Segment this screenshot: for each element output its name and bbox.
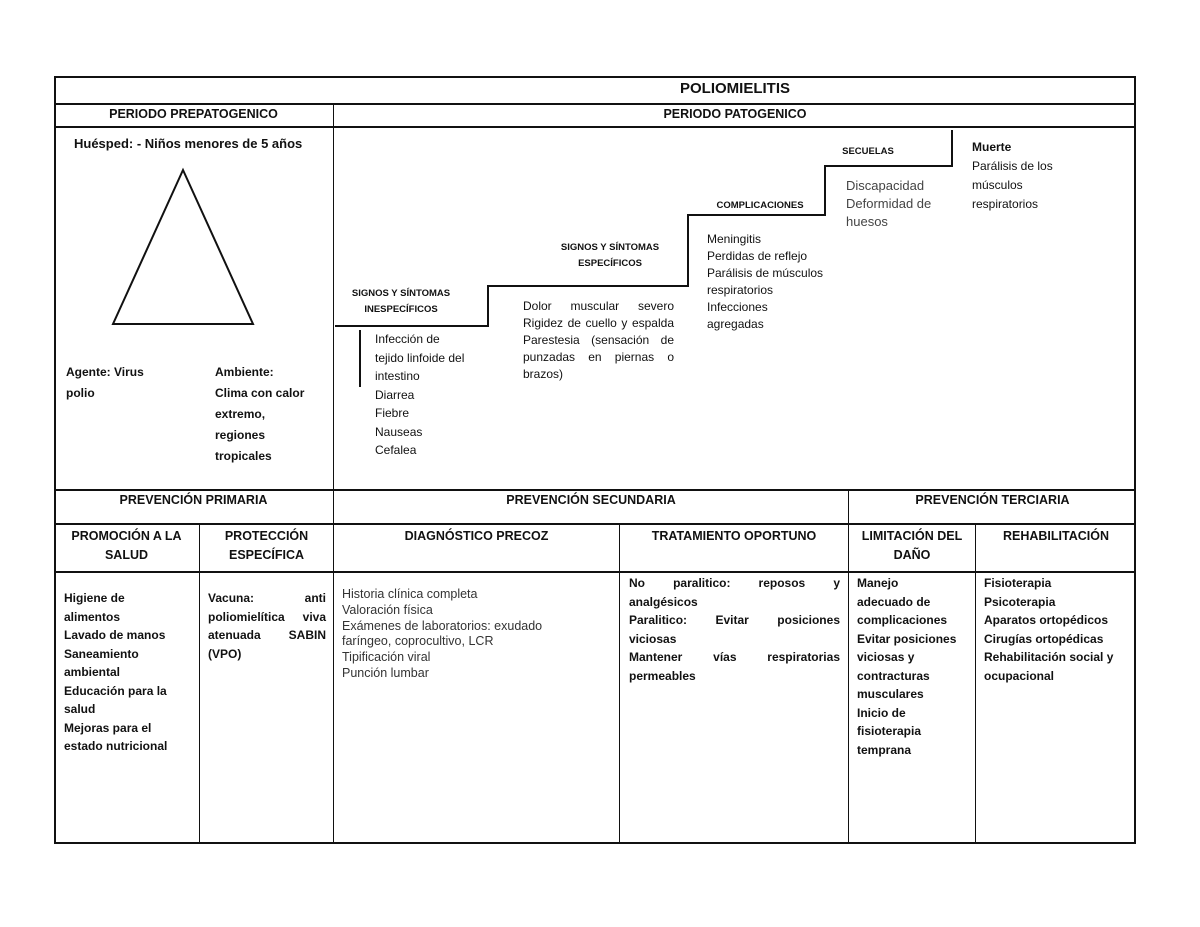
list-item: Evitar posiciones [857, 631, 957, 646]
list-item: brazos) [523, 367, 564, 381]
prevencion-primaria: PREVENCIÓN PRIMARIA [119, 493, 268, 507]
list-item: Infección de [375, 332, 440, 346]
subheader-line: PROTECCIÓN [224, 529, 309, 543]
label-line: INESPECÍFICOS [364, 304, 438, 315]
ambiente-line: Ambiente: [215, 365, 274, 379]
agente-line: polio [66, 386, 95, 400]
list-item: punzadas en piernas o [523, 350, 674, 364]
list-item: Dolor muscular severo [523, 299, 674, 313]
list-item: Parestesia (sensación de [523, 333, 674, 347]
list-item: poliomielítica viva [208, 609, 326, 624]
list-item: Educación para la [64, 683, 167, 698]
list-item: Discapacidad [846, 178, 925, 193]
list-item: viciosas y [857, 650, 915, 664]
label-secuelas: SECUELAS [842, 146, 894, 157]
rehabilitacion-list [984, 574, 1113, 685]
list-item: huesos [846, 214, 888, 229]
prevencion-terciaria: PREVENCIÓN TERCIARIA [915, 493, 1070, 507]
list-item: alimentos [64, 609, 121, 624]
list-item: Valoración física [342, 602, 433, 617]
subheader-line: PROMOCIÓN A LA [71, 529, 182, 543]
inespecificos-list [375, 330, 464, 460]
list-item: Inicio de [857, 705, 906, 720]
subheader-diagnostico: DIAGNÓSTICO PRECOZ [404, 529, 549, 543]
subheader-rehabilitacion: REHABILITACIÓN [1002, 529, 1109, 543]
subheader-tratamiento: TRATAMIENTO OPORTUNO [651, 529, 817, 543]
list-item: Fiebre [375, 406, 410, 420]
list-item: Aparatos ortopédicos [984, 613, 1109, 627]
ambiente-line: extremo, [215, 407, 266, 421]
list-item: Exámenes de laboratorios: exudado [342, 618, 543, 633]
list-item: (VPO) [208, 646, 242, 661]
list-item: viciosas [629, 631, 677, 646]
list-item: Parálisis de músculos [707, 266, 824, 280]
list-item: intestino [375, 369, 420, 383]
list-item: Rehabilitación social y [984, 650, 1114, 664]
label-line: ESPECÍFICOS [578, 258, 642, 269]
label-line: SIGNOS Y SÍNTOMAS [560, 242, 660, 253]
proteccion-list [208, 589, 326, 663]
subheader-proteccion [200, 527, 333, 565]
list-item: salud [64, 702, 96, 716]
list-item: ambiental [64, 665, 121, 679]
especificos-list [523, 298, 674, 383]
label-inespecificos [340, 286, 462, 318]
list-item: faríngeo, coprocultivo, LCR [342, 634, 494, 649]
list-item: Saneamiento [64, 646, 139, 661]
list-item: permeables [629, 668, 696, 683]
list-item: No paralitico: reposos y [629, 576, 840, 590]
list-item: Mantener vías respiratorias [629, 650, 840, 664]
list-item: Fisioterapia [984, 576, 1052, 590]
list-item: tejido linfoide del [375, 350, 465, 365]
ambiente-line: tropicales [215, 449, 272, 463]
list-item: Parálisis de los [972, 159, 1053, 173]
list-item: Deformidad de [846, 196, 932, 211]
list-item: Nauseas [375, 424, 423, 439]
period-patogenico: PERIODO PATOGENICO [663, 107, 807, 121]
list-item: músculos [972, 178, 1023, 192]
subheader-promocion [54, 527, 199, 565]
list-item: Diarrea [375, 387, 415, 402]
list-item: Cefalea [375, 443, 417, 457]
list-item: Mejoras para el [64, 720, 152, 735]
list-item: Perdidas de reflejo [707, 249, 808, 263]
list-item: Higiene de [64, 591, 125, 605]
list-item: estado nutricional [64, 739, 168, 753]
list-item: Manejo [857, 576, 899, 590]
list-item: agregadas [707, 317, 764, 331]
label-complicaciones: COMPLICACIONES [716, 200, 804, 211]
list-item: respiratorios [707, 283, 774, 297]
tratamiento-list [629, 574, 840, 685]
list-item: musculares [857, 687, 924, 701]
list-item: atenuada SABIN [208, 628, 326, 642]
subheader-line: LIMITACIÓN DEL [861, 529, 963, 543]
list-item: contracturas [857, 668, 930, 683]
list-item: Tipificación viral [342, 650, 431, 665]
diagnostico-list [342, 587, 542, 682]
ambiente-line: regiones [215, 428, 266, 442]
limitacion-list [857, 574, 956, 759]
label-line: SIGNOS Y SÍNTOMAS [351, 288, 451, 299]
huesped-text: Huésped: - Niños menores de 5 años [74, 136, 303, 151]
list-item: adecuado de [857, 594, 931, 609]
subheader-line: DAÑO [893, 548, 931, 562]
list-item: Cirugías ortopédicas [984, 631, 1104, 646]
agente-line: Agente: Virus [66, 365, 144, 379]
muerte-list [972, 138, 1053, 214]
list-item: Punción lumbar [342, 665, 429, 680]
subheader-line: SALUD [104, 548, 149, 562]
list-item: Historia clínica completa [342, 587, 478, 601]
complicaciones-list [707, 231, 823, 333]
ambiente-line: Clima con calor [215, 386, 305, 400]
list-item: Muerte [972, 140, 1012, 154]
list-item: Meningitis [707, 232, 762, 246]
list-item: complicaciones [857, 613, 948, 627]
list-item: Lavado de manos [64, 628, 166, 642]
list-item: ocupacional [984, 668, 1055, 683]
list-item: respiratorios [972, 197, 1039, 211]
prevencion-secundaria: PREVENCIÓN SECUNDARIA [506, 493, 676, 507]
list-item: Rigidez de cuello y espalda [523, 316, 674, 330]
list-item: Vacuna: anti [208, 591, 326, 605]
period-prepatogenico: PERIODO PREPATOGENICO [109, 107, 278, 121]
list-item: fisioterapia [857, 724, 922, 738]
subheader-line: ESPECÍFICA [228, 548, 304, 562]
list-item: Infecciones [707, 300, 768, 314]
label-especificos [540, 240, 680, 272]
page-title: POLIOMIELITIS [679, 80, 790, 97]
list-item: temprana [857, 742, 912, 757]
secuelas-list [846, 177, 931, 231]
list-item: analgésicos [629, 594, 698, 609]
subheader-limitacion [849, 527, 975, 565]
promocion-list [64, 589, 167, 756]
list-item: Psicoterapia [984, 594, 1056, 609]
list-item: Paralitico: Evitar posiciones [629, 613, 840, 627]
